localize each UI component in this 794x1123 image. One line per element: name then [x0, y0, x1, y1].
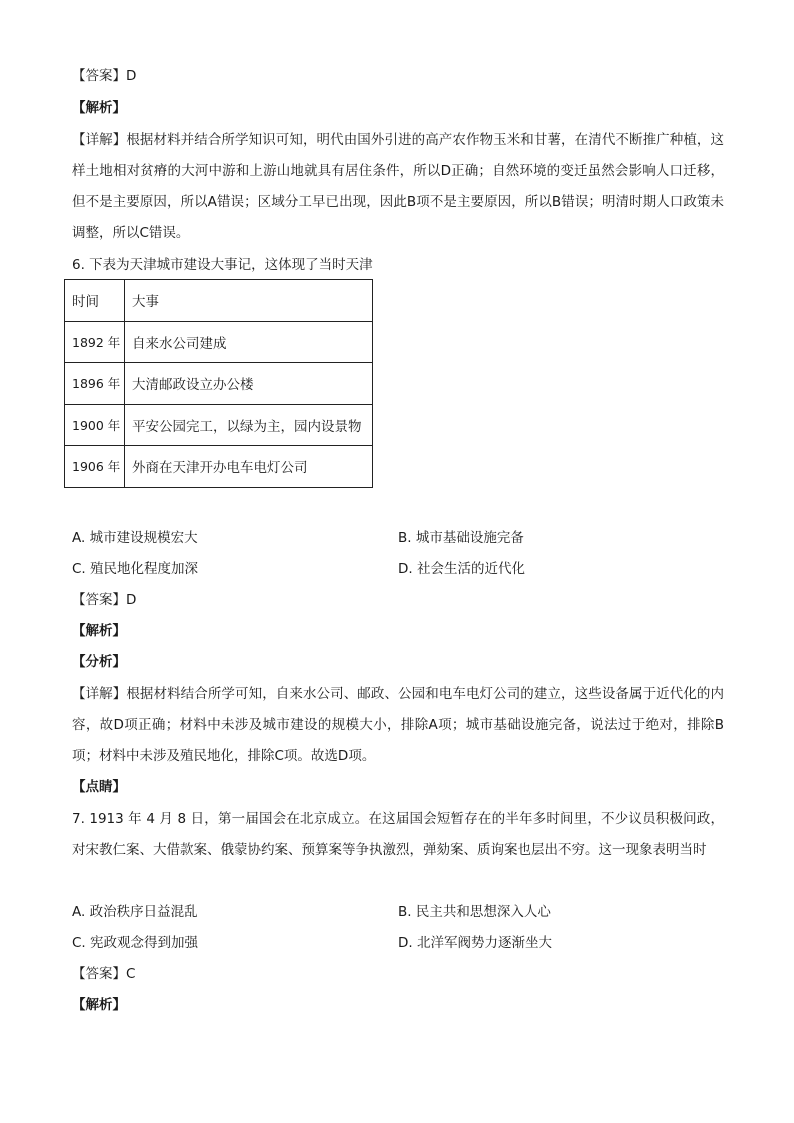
table-header-event: 大事	[125, 280, 373, 322]
q5-detail: 【详解】根据材料并结合所学知识可知，明代由国外引进的高产农作物玉米和甘薯，在清代不断推广种植，这样土地相对贫瘠的大河中游和上游山地就具有居住条件，所以D正确；自然环境的变迁虽然会影响人口迁移，但不是主要原因，所以A错误；区域分工早已出现，因此B项不是主要原因，所以B错误；明清时期人口政策未调整，所以C错误。	[72, 132, 724, 241]
table-cell-event: 平安公园完工，以绿为主，园内设景物	[125, 404, 373, 446]
q7-option-d[interactable]: D. 北洋军阀势力逐渐坐大	[398, 935, 552, 951]
table-cell-event: 大清邮政设立办公楼	[125, 363, 373, 405]
q6-option-c[interactable]: C. 殖民地化程度加深	[72, 561, 199, 577]
table-header-row	[65, 280, 373, 322]
table-row	[65, 446, 373, 488]
q7-stem: 7. 1913 年 4 月 8 日，第一届国会在北京成立。在这届国会短暂存在的半年多时间里，不少议员积极问政，对宋教仁案、大借款案、俄蒙协约案、预算案等争执激烈，弹劾案、质询案也层出不穷。这一现象表明当时	[72, 811, 724, 858]
table-cell-year: 1892 年	[65, 321, 125, 363]
q7-answer: 【答案】C	[72, 966, 136, 982]
table-cell-year: 1896 年	[65, 363, 125, 405]
table-cell-year: 1906 年	[65, 446, 125, 488]
q6-analysis-label: 【解析】	[72, 623, 126, 639]
q7-analysis-label: 【解析】	[72, 997, 126, 1013]
q6-detail: 【详解】根据材料结合所学可知，自来水公司、邮政、公园和电车电灯公司的建立，这些设备属于近代化的内容，故D项正确；材料中未涉及城市建设的规模大小，排除A项；城市基础设施完备，说法过于绝对，排除B项；材料中未涉及殖民地化，排除C项。故选D项。	[72, 686, 724, 764]
q6-option-b[interactable]: B. 城市基础设施完备	[398, 530, 524, 546]
table-row	[65, 363, 373, 405]
q7-option-a[interactable]: A. 政治秩序日益混乱	[72, 904, 198, 920]
q6-events-table	[64, 279, 373, 488]
table-cell-event: 自来水公司建成	[125, 321, 373, 363]
table-row	[65, 404, 373, 446]
q7-option-b[interactable]: B. 民主共和思想深入人心	[398, 904, 551, 920]
table-cell-year: 1900 年	[65, 404, 125, 446]
q5-analysis-label: 【解析】	[72, 100, 126, 116]
q6-option-a[interactable]: A. 城市建设规模宏大	[72, 530, 198, 546]
q6-option-d[interactable]: D. 社会生活的近代化	[398, 561, 525, 577]
q5-answer: 【答案】D	[72, 68, 137, 84]
q6-dianjing-label: 【点睛】	[72, 779, 126, 795]
q6-answer: 【答案】D	[72, 592, 137, 608]
q6-stem: 6. 下表为天津城市建设大事记，这体现了当时天津	[72, 257, 373, 273]
table-header-time: 时间	[65, 280, 125, 322]
table-cell-event: 外商在天津开办电车电灯公司	[125, 446, 373, 488]
q7-option-c[interactable]: C. 宪政观念得到加强	[72, 935, 199, 951]
q6-fenxi-label: 【分析】	[72, 654, 126, 670]
table-row	[65, 321, 373, 363]
